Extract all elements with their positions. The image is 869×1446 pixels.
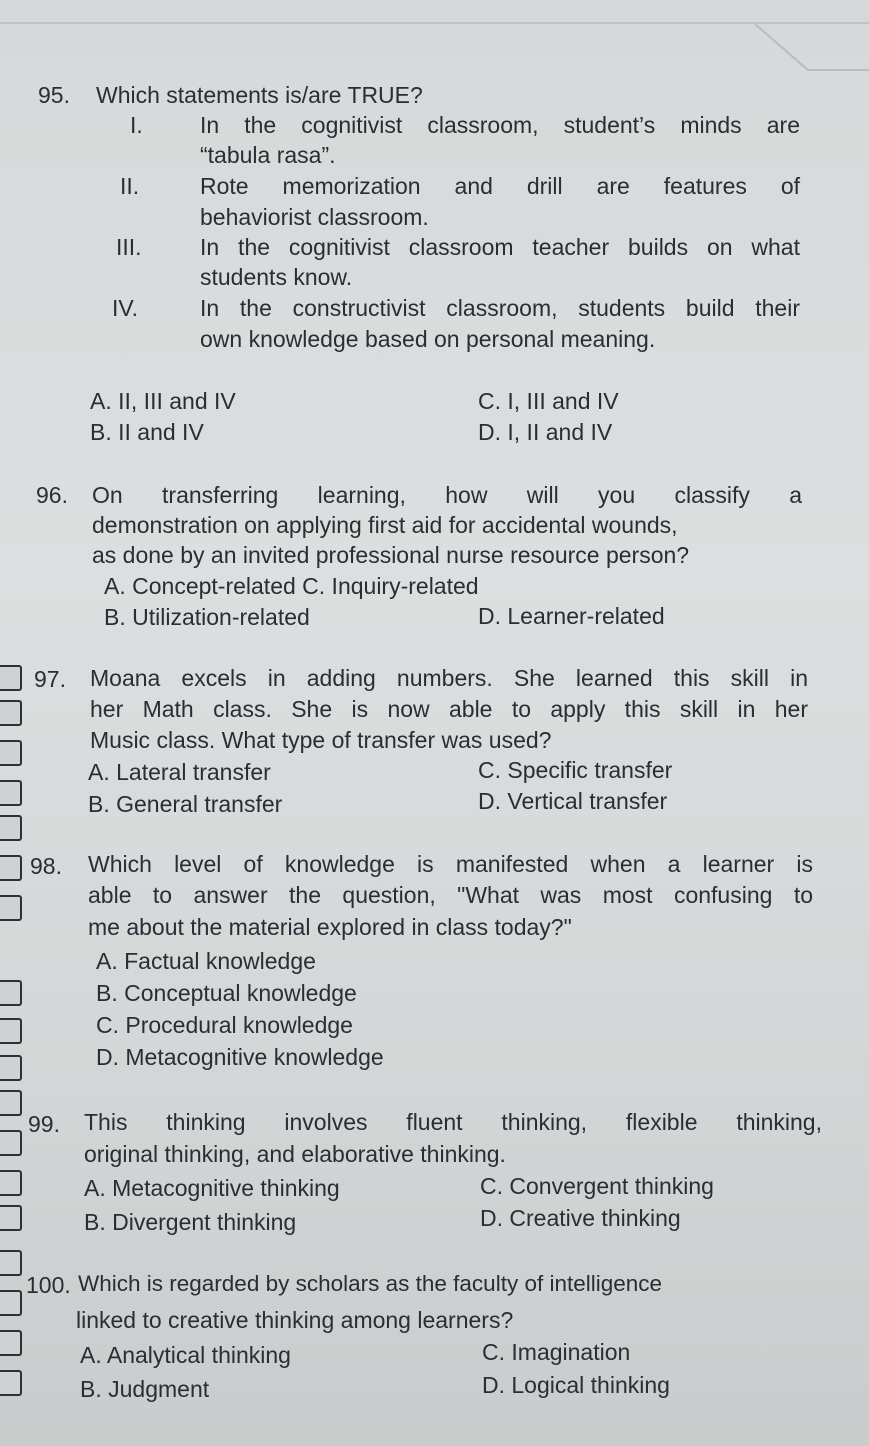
option-d: D. Learner-related: [478, 603, 665, 629]
question-stem-line: her Math class. She is now able to apply this skill in her: [90, 696, 808, 722]
question-number: 99.: [28, 1111, 60, 1137]
question-number: 97.: [34, 666, 66, 692]
option-c: C. Procedural knowledge: [96, 1012, 353, 1038]
statement-numeral: III.: [116, 234, 142, 260]
option-a: A. Factual knowledge: [96, 948, 316, 974]
option-b: B. II and IV: [90, 419, 204, 445]
statement-text: behaviorist classroom.: [200, 204, 429, 230]
option-d: D. Creative thinking: [480, 1205, 681, 1231]
question-stem-line: original thinking, and elaborative thinking.: [84, 1141, 506, 1167]
option-a: A. Metacognitive thinking: [84, 1175, 340, 1201]
statement-numeral: II.: [120, 173, 140, 199]
question-stem-line: as done by an invited professional nurse resource person?: [92, 542, 690, 568]
statement-text: In the cognitivist classroom, student’s minds are: [200, 112, 800, 138]
question-stem-line: On transferring learning, how will you classify a: [92, 482, 802, 508]
statement-text: In the cognitivist classroom teacher builds on what: [200, 234, 800, 260]
option-c: C. Convergent thinking: [480, 1173, 714, 1199]
question-number: 95.: [38, 82, 70, 108]
option-d: D. Vertical transfer: [478, 788, 668, 814]
question-number: 96.: [36, 482, 68, 508]
option-d: D. Logical thinking: [482, 1372, 670, 1398]
spiral-binding: [0, 650, 26, 1446]
option-a: A. Lateral transfer: [88, 759, 271, 785]
option-b: B. Utilization-related: [104, 604, 310, 630]
question-stem-line: Which level of knowledge is manifested when a learner is: [88, 851, 813, 877]
question-stem-line: me about the material explored in class today?": [88, 914, 572, 940]
statement-text: Rote memorization and drill are features of: [200, 173, 800, 199]
question-stem-line: demonstration on applying first aid for accidental wounds,: [92, 512, 678, 538]
question-stem-line: Music class. What type of transfer was used?: [90, 727, 552, 753]
statement-text: students know.: [200, 264, 353, 290]
statement-numeral: IV.: [112, 295, 139, 321]
option-d: D. Metacognitive knowledge: [96, 1044, 384, 1070]
option-a-and-c: A. Concept-related C. Inquiry-related: [104, 573, 479, 599]
question-number: 98.: [30, 853, 62, 879]
option-d: D. I, II and IV: [478, 419, 613, 445]
option-c: C. Specific transfer: [478, 757, 673, 783]
question-stem-line: This thinking involves fluent thinking, flexible thinking,: [84, 1109, 822, 1135]
statement-numeral: I.: [130, 112, 143, 138]
question-stem: Which statements is/are TRUE?: [96, 82, 423, 108]
option-c: C. Imagination: [482, 1339, 631, 1365]
folded-corner: [0, 0, 869, 90]
statement-text: In the constructivist classroom, students build their: [200, 295, 800, 321]
option-b: B. Divergent thinking: [84, 1209, 297, 1235]
question-stem-line: linked to creative thinking among learners?: [76, 1307, 514, 1333]
question-number: 100.: [26, 1272, 71, 1298]
option-b: B. Judgment: [80, 1376, 210, 1402]
option-c: C. I, III and IV: [478, 388, 619, 414]
option-b: B. General transfer: [88, 791, 283, 817]
question-stem-line: Which is regarded by scholars as the faculty of intelligence: [78, 1271, 663, 1296]
option-b: B. Conceptual knowledge: [96, 980, 357, 1006]
option-a: A. II, III and IV: [90, 388, 236, 414]
question-stem-line: Moana excels in adding numbers. She learned this skill in: [90, 665, 808, 691]
statement-text: own knowledge based on personal meaning.: [200, 326, 656, 352]
option-a: A. Analytical thinking: [80, 1342, 291, 1368]
question-stem-line: able to answer the question, "What was most confusing to: [88, 882, 813, 908]
statement-text: “tabula rasa”.: [200, 142, 336, 168]
